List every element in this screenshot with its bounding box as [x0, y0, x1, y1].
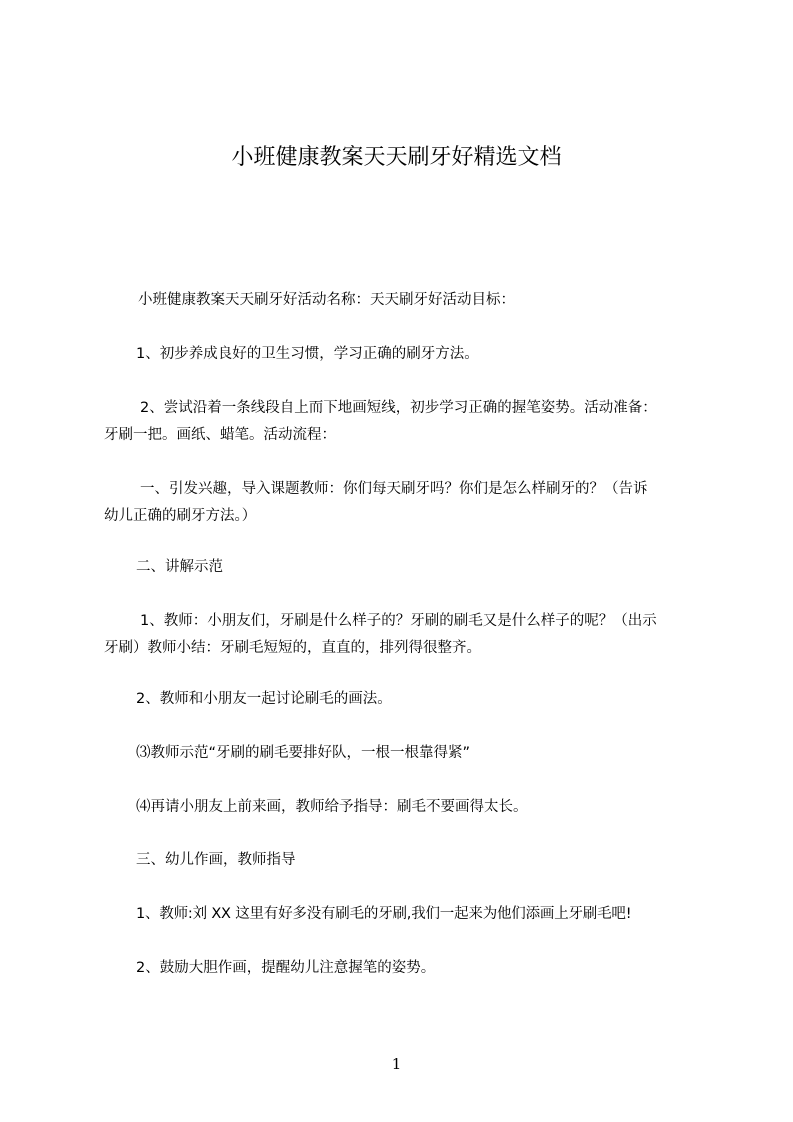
- paragraph-guidance: [136, 794, 736, 821]
- paragraph-line: 1、教师:刘 XX 这里有好多没有刷毛的牙刷,我们一起来为他们添画上牙刷毛吧!: [136, 906, 632, 922]
- paragraph-teacher-question: [104, 608, 704, 662]
- paragraph-activity-name: [138, 287, 738, 314]
- document-title: 小班健康教案天天刷牙好精选文档: [231, 145, 562, 170]
- paragraph-step-3-heading: [136, 847, 736, 874]
- paragraph-line: 小班健康教案天天刷牙好活动名称：天天刷牙好活动目标：: [138, 292, 515, 308]
- paragraph-line: 幼儿正确的刷牙方法。）: [104, 508, 257, 524]
- paragraph-step-2-heading: [136, 554, 736, 581]
- page-number: 1: [391, 1055, 402, 1073]
- paragraph-goal-1: [136, 341, 736, 368]
- paragraph-line: 2、尝试沿着一条线段自上而下地画短线，初步学习正确的握笔姿势。活动准备：: [140, 400, 657, 416]
- paragraph-step-1: [104, 476, 704, 530]
- paragraph-line: 牙刷一把。画纸、蜡笔。活动流程：: [104, 427, 336, 443]
- paragraph-line: 1、教师：小朋友们，牙刷是什么样子的？牙刷的刷毛又是什么样子的呢？（出示: [140, 613, 657, 629]
- paragraph-line: 三、幼儿作画，教师指导: [136, 852, 296, 868]
- paragraph-line: ⑷再请小朋友上前来画，教师给予指导：刷毛不要画得太长。: [136, 799, 528, 815]
- paragraph-line: 2、教师和小朋友一起讨论刷毛的画法。: [136, 691, 392, 707]
- paragraph-line: 二、讲解示范: [136, 559, 223, 575]
- paragraph-line: 2、鼓励大胆作画，提醒幼儿注意握笔的姿势。: [136, 960, 436, 976]
- paragraph-line: ⑶教师示范“牙刷的刷毛要排好队，一根一根靠得紧”: [136, 745, 471, 761]
- paragraph-line: 一、引发兴趣，导入课题教师：你们每天刷牙吗？你们是怎么样刷牙的？（告诉: [140, 481, 648, 497]
- paragraph-encouragement: [136, 955, 736, 982]
- paragraph-demonstration: [136, 740, 736, 767]
- paragraph-teacher-instruction: [136, 901, 736, 928]
- paragraph-goal-2: [104, 395, 704, 449]
- paragraph-discussion: [136, 686, 736, 713]
- paragraph-line: 1、初步养成良好的卫生习惯，学习正确的刷牙方法。: [136, 346, 479, 362]
- paragraph-line: 牙刷）教师小结：牙刷毛短短的，直直的，排列得很整齐。: [104, 640, 481, 656]
